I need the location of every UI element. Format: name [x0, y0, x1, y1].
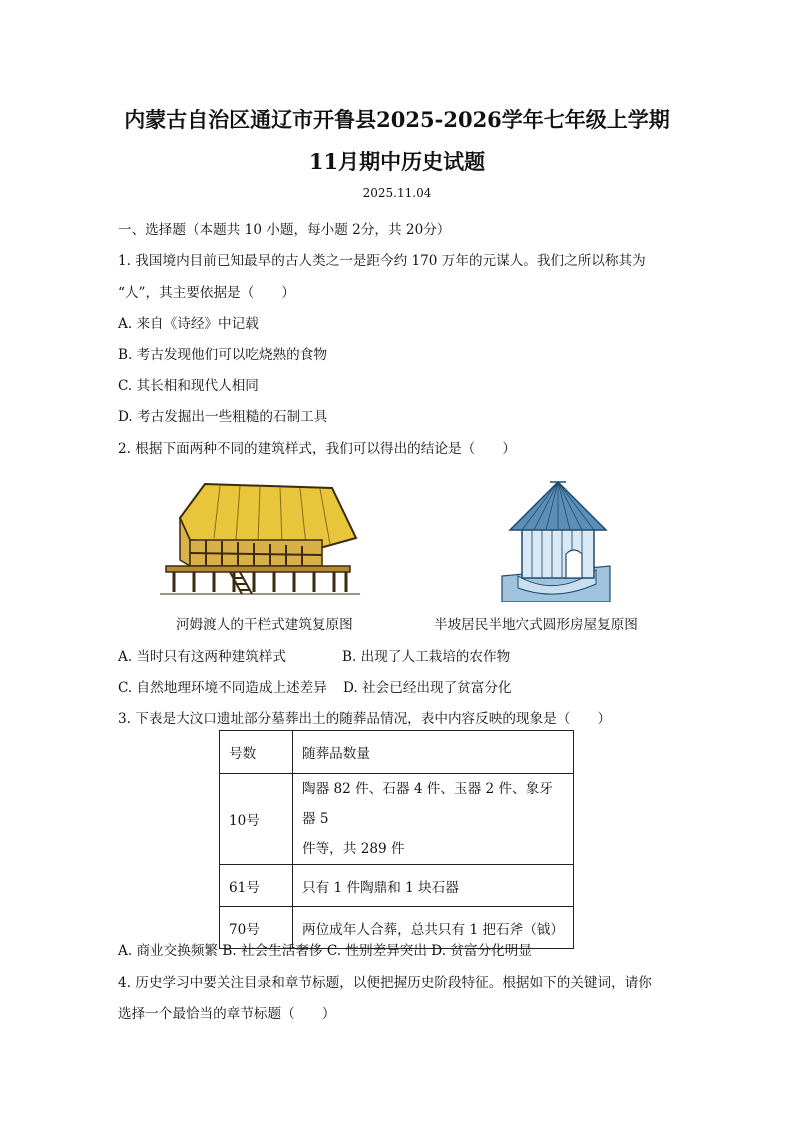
q4-stem-line1: 4. 历史学习中要关注目录和章节标题，以便把握历史阶段特征。根据如下的关键词，请你	[118, 975, 652, 991]
table-header-cell: 随葬品数量	[293, 731, 574, 774]
stilt-house-illustration	[160, 478, 360, 596]
q2-option-b: B. 出现了人工栽培的农作物	[342, 649, 511, 665]
q2-option-a: A. 当时只有这两种建筑样式	[118, 649, 286, 665]
table-cell: 70号	[220, 907, 293, 949]
exam-title-line1: 内蒙古自治区通辽市开鲁县2025-2026学年七年级上学期	[124, 107, 670, 132]
q2-caption-right: 半坡居民半地穴式圆形房屋复原图	[434, 617, 638, 633]
table-cell-line: 陶器 82 件、石器 4 件、玉器 2 件、象牙器 5	[302, 781, 553, 827]
q1-stem-line2: “人”，其主要依据是（ ）	[118, 285, 296, 301]
q3-stem: 3. 下表是大汶口遗址部分墓葬出土的随葬品情况，表中内容反映的现象是（ ）	[118, 711, 612, 727]
table-cell: 两位成年人合葬，总共只有 1 把石斧（钺）	[293, 907, 574, 949]
table-cell-line: 件等，共 289 件	[302, 841, 405, 857]
q1-option-c: C. 其长相和现代人相同	[118, 378, 259, 394]
table-header-row	[220, 731, 574, 774]
table-row	[220, 865, 574, 907]
q3-options: A. 商业交换频繁 B. 社会生活奢侈 C. 性别差异突出 D. 贫富分化明显	[118, 943, 532, 959]
table-header-cell: 号数	[220, 731, 293, 774]
q2-option-c: C. 自然地理环境不同造成上述差异	[118, 680, 327, 696]
table-cell: 10号	[220, 774, 293, 865]
table-cell: 61号	[220, 865, 293, 907]
q1-option-d: D. 考古发掘出一些粗糙的石制工具	[118, 409, 328, 425]
q2-caption-left: 河姆渡人的干栏式建筑复原图	[176, 617, 353, 633]
exam-title-line2: 11月期中历史试题	[308, 149, 486, 174]
q2-option-d: D. 社会已经出现了贫富分化	[343, 680, 512, 696]
q1-option-a: A. 来自《诗经》中记载	[118, 316, 259, 332]
q1-stem-line1: 1. 我国境内目前已知最早的古人类之一是距今约 170 万年的元谋人。我们之所以称其为	[118, 253, 646, 269]
exam-date: 2025.11.04	[362, 186, 432, 200]
q3-burial-table	[219, 730, 574, 949]
table-row	[220, 774, 574, 865]
q2-stem: 2. 根据下面两种不同的建筑样式，我们可以得出的结论是（ ）	[118, 441, 516, 457]
q4-stem-line2: 选择一个最恰当的章节标题（ ）	[118, 1006, 336, 1022]
q1-option-b: B. 考古发现他们可以吃烧熟的食物	[118, 347, 327, 363]
section-heading: 一、选择题（本题共 10 小题，每小题 2分，共 20分）	[118, 222, 451, 238]
table-cell	[293, 774, 574, 865]
banpo-house-illustration	[500, 480, 612, 602]
table-cell: 只有 1 件陶鼎和 1 块石器	[293, 865, 574, 907]
